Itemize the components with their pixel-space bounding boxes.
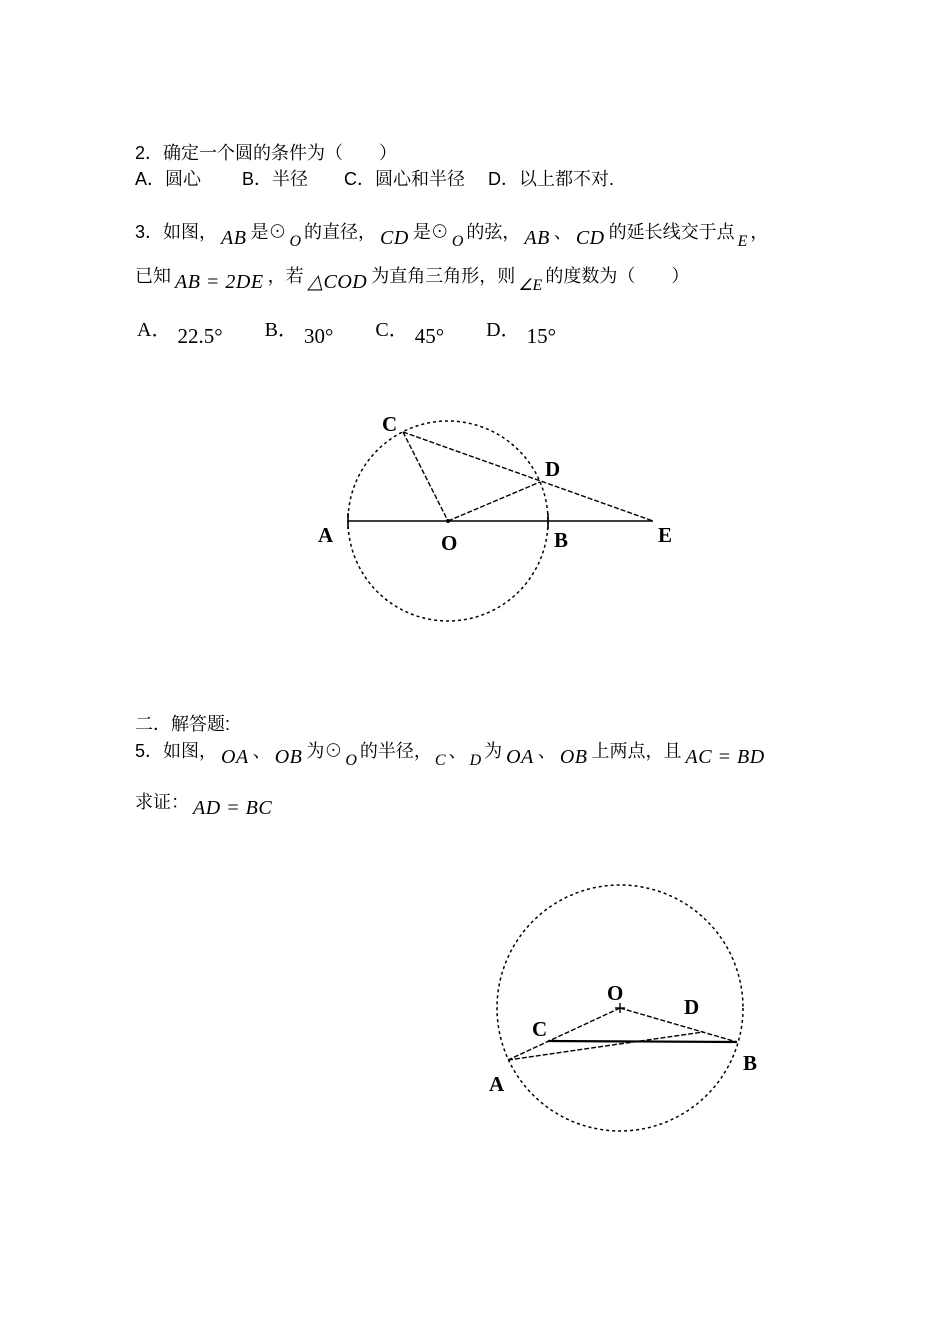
- line-radius-O-B: [620, 1008, 737, 1042]
- text-run-cn: 已知: [135, 266, 171, 286]
- text-run-cn: 的度数为（ ）: [545, 266, 690, 286]
- text-run-sub: O: [345, 752, 357, 769]
- text-run-cn: ，: [750, 222, 769, 242]
- text-run-cn: 为直角三角形，则: [371, 266, 516, 286]
- text-run-math: OA: [221, 746, 249, 768]
- point-label-C: C: [532, 1017, 548, 1041]
- text-run-opt: B．: [264, 319, 298, 341]
- figure-circle-diagram-question-5: [480, 868, 780, 1153]
- question-2-stem: [135, 141, 397, 167]
- text-run-cn: 为⊙: [306, 741, 343, 761]
- text-run-math: △COD: [307, 271, 368, 293]
- text-run-cn: 2．确定一个圆的条件为（ ）: [135, 143, 398, 163]
- text-run-math: AB: [524, 227, 550, 249]
- text-run-math: OA: [506, 746, 534, 768]
- text-run-num: 45°: [414, 324, 445, 348]
- text-run-sub: O: [289, 233, 302, 250]
- text-run-cn: 为: [484, 741, 503, 761]
- text-run-math: AB: [221, 227, 247, 249]
- line-radius-C-O: [403, 432, 448, 521]
- question-5-prove: [135, 790, 276, 819]
- text-run-cn: 、: [537, 741, 556, 761]
- question-3-stem-line1: [135, 220, 769, 250]
- text-run-math: CD: [380, 227, 409, 249]
- text-run-opt: A．: [137, 319, 172, 341]
- text-run-cn: ，若: [267, 266, 304, 286]
- text-run-cn: 5．如图，: [135, 741, 218, 761]
- point-label-D: D: [684, 995, 700, 1019]
- text-run-cn: 求证：: [135, 792, 189, 812]
- text-run-math: CD: [575, 227, 605, 249]
- point-label-E: E: [658, 523, 673, 547]
- text-run-num: 15°: [526, 324, 556, 348]
- text-run-cn: 、: [553, 222, 572, 242]
- text-run-math: OB: [274, 746, 303, 768]
- line-radius-O-D: [448, 482, 540, 521]
- text-run-cn: 二．解答题:: [135, 714, 231, 734]
- text-run-math: AB = 2DE: [175, 271, 264, 293]
- text-run-sub: ∠E: [518, 277, 543, 294]
- text-run-num: 30°: [303, 324, 334, 348]
- text-run-math: AC = BD: [685, 746, 765, 768]
- figure-circle-diagram-question-3: [290, 390, 710, 652]
- text-run-cn: A．圆心 B．半径 C．圆心和半径 D．以上都不对.: [135, 169, 615, 189]
- text-run-cn: 的半径，: [359, 741, 432, 761]
- center-point-dot: [446, 519, 450, 523]
- text-run-cn: 、: [448, 741, 467, 761]
- text-run-cn: 3．如图，: [135, 222, 218, 242]
- text-run-cn: 是⊙: [412, 222, 449, 242]
- text-run-opt: D．: [486, 319, 521, 341]
- section-2-heading: [135, 712, 230, 738]
- point-label-D: D: [545, 457, 561, 481]
- question-3-options: [137, 317, 556, 348]
- line-segment-C-B: [548, 1041, 737, 1042]
- text-run-sub: O: [451, 233, 464, 250]
- text-run-cn: 、: [252, 741, 271, 761]
- text-run-sub: C: [434, 752, 446, 769]
- point-label-O: O: [441, 531, 458, 555]
- text-run-opt: C．: [375, 319, 409, 341]
- point-label-A: A: [318, 523, 334, 547]
- point-label-B: B: [554, 528, 569, 552]
- text-run-num: 22.5°: [177, 324, 223, 348]
- point-label-O: O: [607, 981, 624, 1005]
- text-run-math: AD = BC: [193, 797, 273, 819]
- text-run-sub: D: [469, 752, 482, 769]
- text-run-cn: 是⊙: [250, 222, 287, 242]
- text-run-math: OB: [559, 746, 588, 768]
- text-run-cn: 上两点，且: [591, 741, 682, 761]
- question-2-options: [135, 167, 614, 193]
- point-label-C: C: [382, 412, 398, 436]
- text-run-cn: 的直径，: [304, 222, 377, 242]
- text-run-cn: 的弦，: [466, 222, 521, 242]
- text-run-sub: E: [737, 233, 748, 250]
- point-label-B: B: [743, 1051, 758, 1075]
- text-run-cn: 的延长线交于点: [608, 222, 735, 242]
- question-3-stem-line2: [135, 264, 690, 294]
- question-5-stem: [135, 739, 769, 769]
- point-label-A: A: [489, 1072, 505, 1096]
